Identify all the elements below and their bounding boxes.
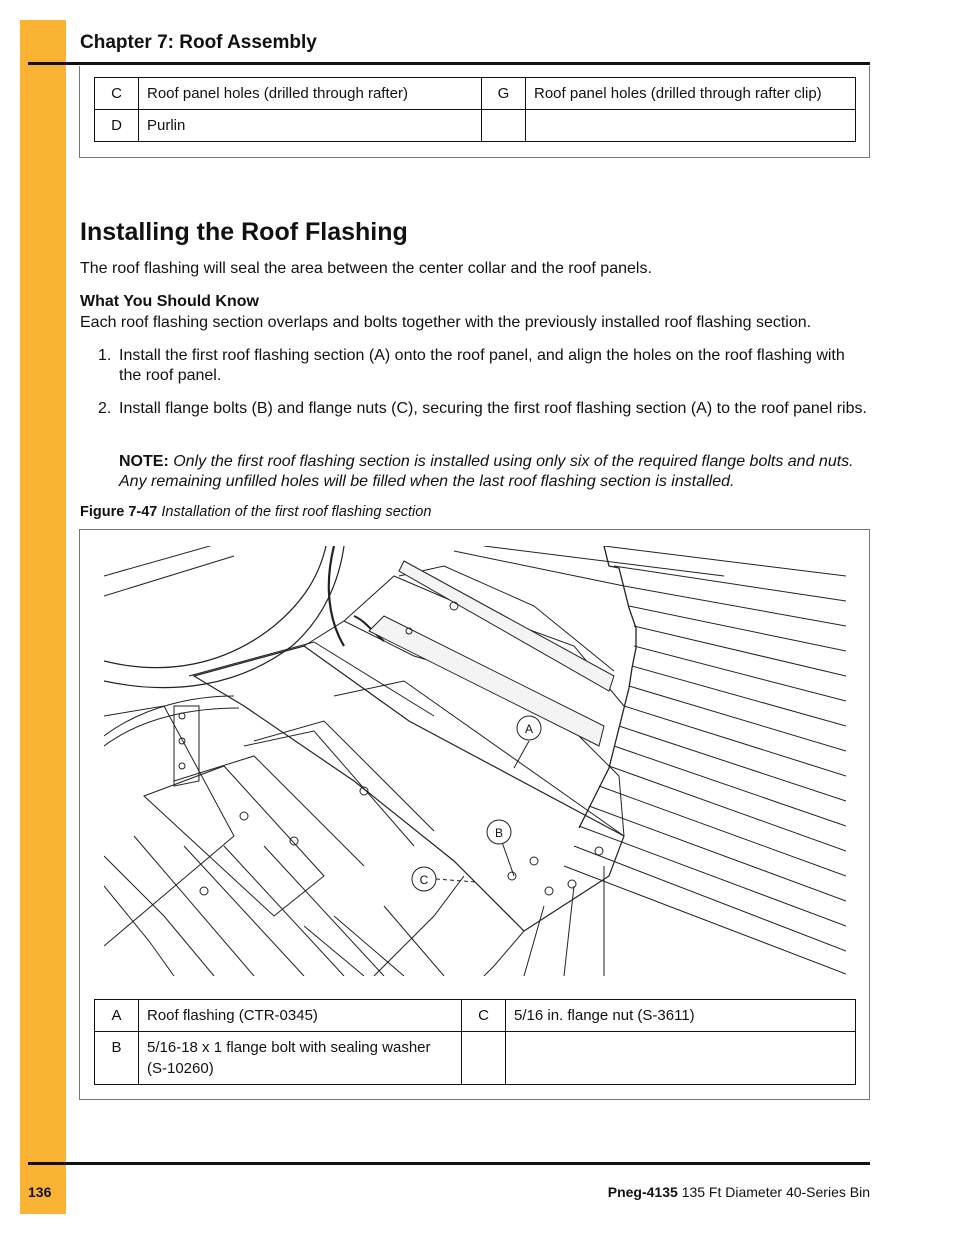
legend-value: 5/16-18 x 1 flange bolt with sealing washer (S-10260) [139,1032,462,1085]
legend-value: Roof flashing (CTR-0345) [139,1000,462,1032]
legend-value: 5/16 in. flange nut (S-3611) [506,1000,856,1032]
step-number: 2. [98,400,112,417]
note-block [119,452,869,492]
document-title: 135 Ft Diameter 40-Series Bin [681,1184,870,1200]
legend-key [462,1032,506,1085]
legend-value [506,1032,856,1085]
steps-list [80,346,870,432]
table-row [95,1000,856,1032]
callout-a-label: A [524,722,534,736]
legend-key: C [462,1000,506,1032]
chapter-sidebar-tab [20,20,66,1214]
callout-b-label: B [494,826,504,840]
legend-value: Roof panel holes (drilled through rafter clip) [526,78,856,110]
footer-rule [28,1162,870,1165]
list-item [80,346,870,386]
document-id [608,1184,870,1200]
step-text: Install flange bolts (B) and flange nuts (C), securing the first roof flashing section (A) to the roof panel ribs. [119,400,867,417]
document-code: Pneg-4135 [607,1184,678,1200]
note-text: Only the first roof flashing section is installed using only six of the required flange bolts and nuts. Any remaining unfilled holes will be filled when the last roof flashing section is installed. [119,453,854,490]
legend-key: G [482,78,526,110]
legend-key: B [95,1032,139,1085]
intro-paragraph: The roof flashing will seal the area between the center collar and the roof panels. [80,260,652,277]
legend-value [526,110,856,142]
legend-key [482,110,526,142]
callout-c-label: C [419,873,429,887]
figure-caption-text: Installation of the first roof flashing section [161,504,432,520]
figure-number: Figure 7-47 [80,504,158,520]
chapter-title: Chapter 7: Roof Assembly [80,32,317,53]
know-paragraph: Each roof flashing section overlaps and bolts together with the previously installed roof flashing section. [80,314,812,331]
step-text: Install the first roof flashing section (A) onto the roof panel, and align the holes on the roof flashing with the roof panel. [119,347,845,384]
table-row [95,78,856,110]
subheading: What You Should Know [80,293,259,310]
note-label: NOTE: [119,453,169,470]
section-title: Installing the Roof Flashing [80,218,408,246]
legend-value: Roof panel holes (drilled through rafter) [139,78,482,110]
legend-key: A [95,1000,139,1032]
figure-legend-table [94,999,856,1085]
header-rule [28,62,870,65]
step-number: 1. [98,347,112,364]
legend-key: C [95,78,139,110]
table-row [95,110,856,142]
figure-caption [80,504,431,520]
legend-value: Purlin [139,110,482,142]
legend-key: D [95,110,139,142]
roof-flashing-illustration [104,546,846,976]
page-number: 136 [28,1184,52,1200]
list-item [80,399,870,419]
table-row [95,1032,856,1085]
previous-legend-table [94,77,856,142]
